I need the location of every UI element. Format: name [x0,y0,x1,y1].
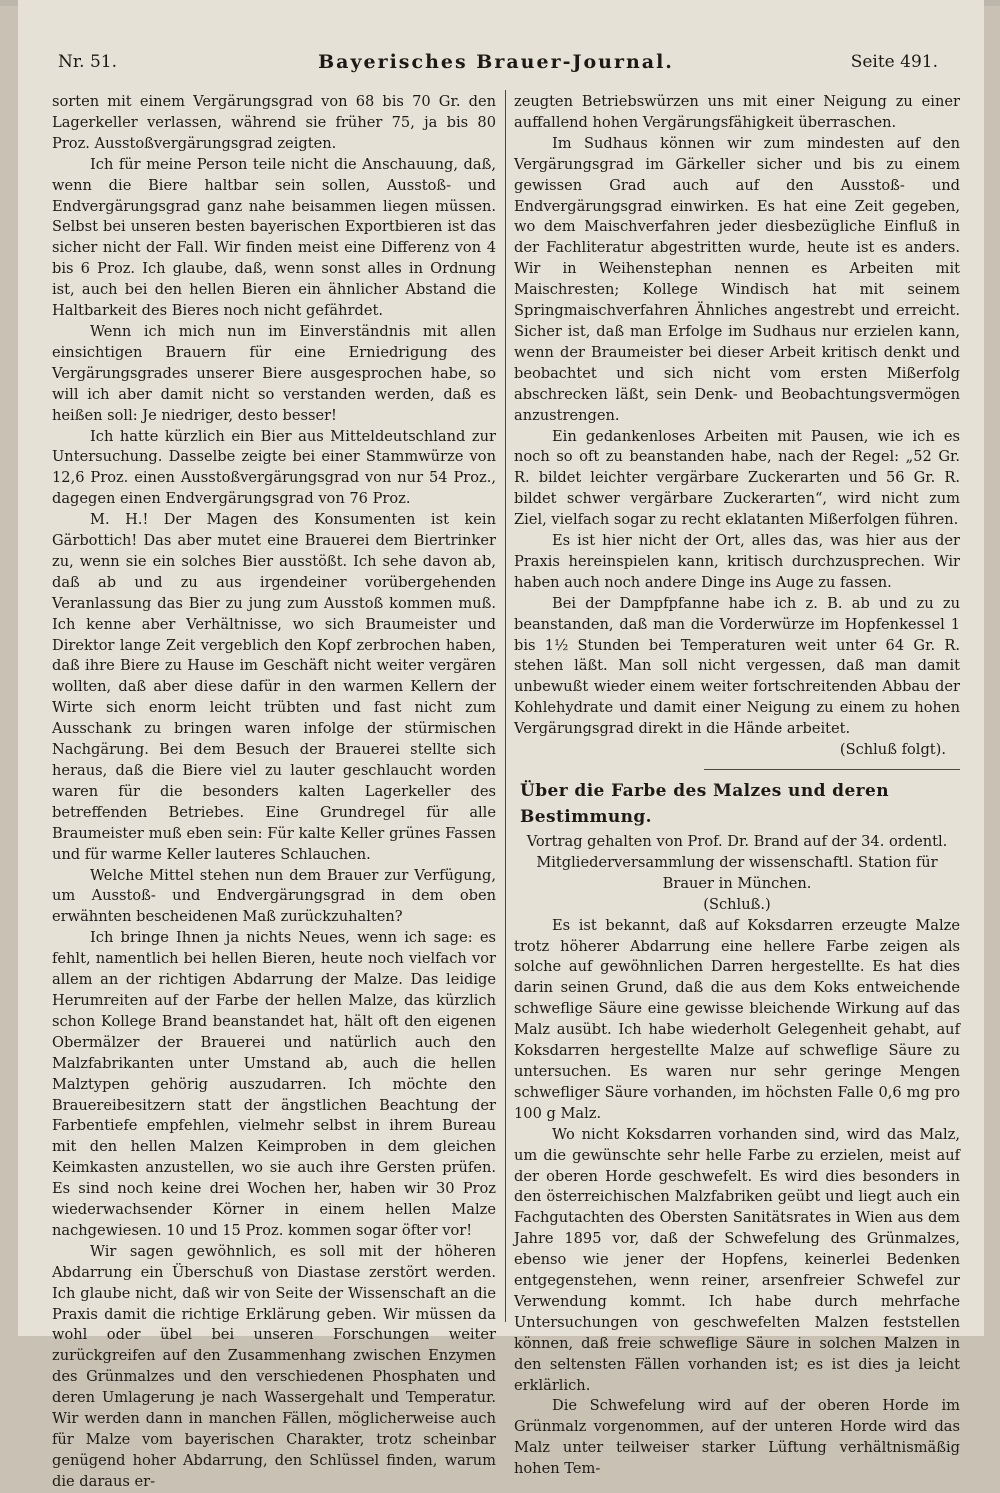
right-column [514,92,960,1478]
paragraph: Es ist bekannt, daß auf Koksdarren erzeugte Malze trotz höherer Abdarrung eine hellere Farbe zeigen als solche auf gewöhnlichen Darren hergestellte. Es hat dies darin seinen Grund, daß die aus dem Koks entweichende schweflige Säure eine gewisse bleichende Wirkung auf das Malz ausübt. Ich habe wiederholt Gelegenheit gehabt, auf Koksdarren hergestellte Malze auf schweflige Säure zu untersuchen. Es waren nur sehr geringe Mengen schwefliger Säure vorhanden, im höchsten Falle 0,6 mg pro 100 g Malz. [514,916,960,1122]
paragraph: Im Sudhaus können wir zum mindesten auf den Vergärungsgrad im Gärkeller sicher und bis zu einem gewissen Grad auch auf den Ausstoß- und Endvergärungsgrad einwirken. Es hat eine Zeit gegeben, wo dem Maischverfahren jeder diesbezügliche Einfluß in der Fachliteratur abgestritten wurde, heute ist es anders. Wir in Weihenstephan nennen es Arbeiten mit Maischresten; Kollege Windisch hat mit seinem Springmaischverfahren Ähnliches angestrebt und erreicht. Sicher ist, daß man Erfolge im Sudhaus nur erzielen kann, wenn der Braumeister bei dieser Arbeit kritisch denkt und beobachtet und sich nicht vom ersten Mißerfolg abschrecken läßt, sein Denk- und Beobachtungsvermögen anzustrengen. [514,134,960,424]
paragraph: M. H.! Der Magen des Konsumenten ist kein Gärbottich! Das aber mutet eine Brauerei dem Biertrinker zu, wenn sie ein solches Bier ausstößt. Ich sehe davon ab, daß ab und zu aus irgendeiner vorübergehenden Veranlassung das Bier zu jung zum Ausstoß kommen muß. Ich kenne aber Verhältnisse, wo sich Braumeister und Direktor lange Zeit vergeblich den Kopf zerbrochen haben, daß ihre Biere zu Hause im Geschäft nicht weiter vergären wollten, daß aber diese dafür in den warmen Kellern der Wirte sich enorm leicht trübten und fast nicht zum Ausschank zu bringen waren infolge der stürmischen Nachgärung. Bei dem Besuch der Brauerei stellte sich heraus, daß die Biere viel zu lauter geschlaucht worden waren für die besonders kalten Lagerkeller des betreffenden Betriebes. Eine Grundregel für alle Braumeister muß eben sein: Für kalte Keller grünes Fassen und für warme Keller lauteres Schlauchen. [52,511,496,863]
column-divider [505,90,506,1322]
paragraph: Bei der Dampfpfanne habe ich z. B. ab und zu zu beanstanden, daß man die Vorderwürze im Hopfenkessel 1 bis 1½ Stunden bei Temperaturen weit unter 64 Gr. R. stehen läßt. Man soll nicht vergessen, daß man damit unbewußt wieder einem weiter fortschreitenden Abbau der Kohlehydrate und damit einer Neigung zu einem zu hohen Vergärungsgrad direkt in die Hände arbeitet. [514,594,960,738]
page-header [48,52,944,82]
journal-title: Bayerisches Brauer-Journal. [318,51,674,73]
paragraph: Wir sagen gewöhnlich, es soll mit der höheren Abdarrung ein Überschuß von Diastase zerstört werden. Ich glaube nicht, daß wir von Seite der Wissenschaft an die Praxis damit die richtige Erklärung geben. Wir müssen da wohl oder übel bei unseren Forschungen weiter zurückgreifen auf den Zusammenhang zwischen Enzymen des Grünmalzes und den verschiedenen Phosphaten und deren Umlagerung je nach Wassergehalt und Temperatur. Wir werden dann in manchen Fällen, möglicherweise auch für Malze vom bayerischen Charakter, trotz scheinbar genügend hoher Abdarrung, den Schlüssel finden, warum die daraus er- [52,1242,496,1490]
section-rule [704,769,960,770]
byline: Vortrag gehalten von Prof. Dr. Brand auf der 34. ordentl. Mitgliederversammlung der wissenschaftl. Station für Brauer in München. [526,833,948,892]
paragraph: Welche Mittel stehen nun dem Brauer zur Verfügung, um Ausstoß- und Endvergärungsgrad in dem oben erwähnten bescheidenen Maß zurückzuhalten? [52,866,496,926]
paragraph: sorten mit einem Vergärungsgrad von 68 bis 70 Gr. den Lagerkeller verlassen, während sie früher 75, ja bis 80 Proz. Ausstoßvergärungsgrad zeigten. [52,93,496,152]
conclusion-label: (Schluß.) [703,895,771,913]
paragraph: Ich hatte kürzlich ein Bier aus Mitteldeutschland zur Untersuchung. Dasselbe zeigte bei einer Stammwürze von 12,6 Proz. einen Ausstoßvergärungsgrad von nur 54 Proz., dagegen einen Endvergärungsgrad von 76 Proz. [52,427,496,508]
paragraph: zeugten Betriebswürzen uns mit einer Neigung zu einer auffallend hohen Vergärungsfähigkeit überraschen. [514,93,960,131]
paragraph: Wo nicht Koksdarren vorhanden sind, wird das Malz, um die gewünschte sehr helle Farbe zu erzielen, meist auf der oberen Horde geschwefelt. Es wird dies besonders in den österreichischen Malzfabriken geübt und liegt auch ein Fachgutachten des Obersten Sanitätsrates in Wien aus dem Jahre 1895 vor, daß der Schwefelung des Grünmalzes, ebenso wie jener der Hopfens, keinerlei Bedenken entgegenstehen, wenn reiner, arsenfreier Schwefel zur Verwendung kommt. Ich habe durch mehrfache Untersuchungen von geschwefelten Malzen feststellen können, daß freie schweflige Säure in solchen Malzen in den seltensten Fällen vorhanden ist; es ist dies ja leicht erklärlich. [514,1125,960,1394]
paragraph: Ich bringe Ihnen ja nichts Neues, wenn ich sage: es fehlt, namentlich bei hellen Bieren, heute noch vielfach vor allem an der richtigen Abdarrung der Malze. Das leidige Herumreiten auf der Farbe der hellen Malze, das kürzlich schon Kollege Brand beanstandet hat, hält oft den eigenen Obermälzer der Brauerei und natürlich auch den Malzfabrikanten unter Umstand ab, auch die hellen Malztypen gehörig auszudarren. Ich möchte den Brauereibesitzern statt der ängstlichen Beachtung der Farbentiefe empfehlen, vielmehr selbst in ihrem Bureau mit den hellen Malzen Keimproben in dem gleichen Keimkasten anzustellen, wo sie auch ihre Gersten prüfen. Es sind noch keine drei Wochen her, haben wir 30 Proz wiederwachsender Körner in einem hellen Malze nachgewiesen. 10 und 15 Proz. kommen sogar öfter vor! [52,929,496,1239]
article-heading: Über die Farbe des Malzes und deren Bestimmung. [520,781,890,827]
continued-note: (Schluß folgt). [839,741,946,759]
left-column [52,92,496,1490]
paragraph: Ich für meine Person teile nicht die Anschauung, daß, wenn die Biere haltbar sein sollen, Ausstoß- und Endvergärungsgrad ganz nahe beisammen liegen müssen. Selbst bei unseren besten bayerischen Exportbieren ist das sicher nicht der Fall. Wir finden meist eine Differenz von 4 bis 6 Proz. Ich glaube, daß, wenn sonst alles in Ordnung ist, auch bei den hellen Bieren ein ähnlicher Abstand die Haltbarkeit des Bieres noch nicht gefährdet. [52,155,496,320]
paragraph: Ein gedankenloses Arbeiten mit Pausen, wie ich es noch so oft zu beanstanden habe, nach der Regel: „52 Gr. R. bildet leichter vergärbare Zuckerarten und 56 Gr. R. bildet schwer vergärbare Zuckerarten“, wird nicht zum Ziel, vielfach sogar zu recht eklatanten Mißerfolgen führen. [514,427,960,529]
issue-number: Nr. 51. [58,52,117,72]
page-number: Seite 491. [850,52,938,72]
paragraph: Die Schwefelung wird auf der oberen Horde im Grünmalz vorgenommen, auf der unteren Horde wird das Malz unter teilweiser starker Lüftung verhältnismäßig hohen Tem- [514,1397,960,1478]
paragraph: Wenn ich mich nun im Einverständnis mit allen einsichtigen Brauern für eine Erniedrigung des Vergärungsgrades unserer Biere ausgesprochen habe, so will ich aber damit nicht so verstanden werden, daß es heißen soll: Je niedriger, desto besser! [52,322,496,424]
paragraph: Es ist hier nicht der Ort, alles das, was hier aus der Praxis hereinspielen kann, kritisch durchzusprechen. Wir haben auch noch andere Dinge ins Auge zu fassen. [514,532,960,591]
